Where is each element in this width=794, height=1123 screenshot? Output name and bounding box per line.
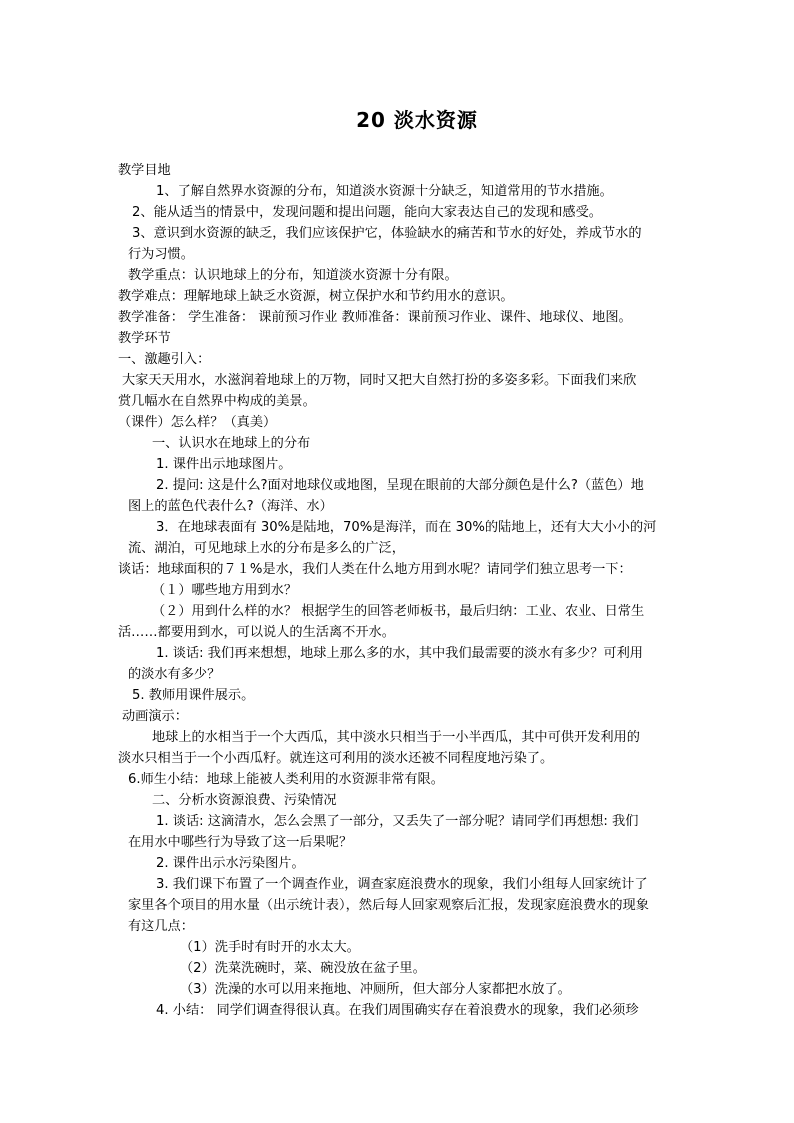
section-heading: 二、分析水资源浪费、污染情况 bbox=[152, 793, 337, 808]
difficulty-line: 教学难点：理解地球上缺乏水资源，树立保护水和节约用水的意识。 bbox=[118, 289, 514, 304]
list-item: （2）洗菜洗碗时，菜、碗没放在盆子里。 bbox=[180, 961, 426, 976]
objective-line: 3、意识到水资源的缺乏，我们应该保护它，体验缺水的痛苦和节水的好处，养成节水的 bbox=[132, 226, 642, 241]
paragraph-line: 赏几幅水在自然界中构成的美景。 bbox=[118, 394, 316, 409]
paragraph-line: 3．在地球表面有 30%是陆地，70%是海洋，而在 30%的陆地上，还有大大小小的河 bbox=[156, 520, 657, 535]
key-point-line: 教学重点：认识地球上的分布，知道淡水资源十分有限。 bbox=[128, 268, 458, 283]
paragraph-line: 图上的蓝色代表什么?（海洋、水） bbox=[128, 499, 333, 514]
preparation-line: 教学准备： 学生准备： 课前预习作业 教师准备：课前预习作业、课件、地球仪、地图。 bbox=[118, 310, 632, 325]
paragraph-line: 活……都要用到水，可以说人的生活离不开水。 bbox=[118, 625, 395, 640]
paragraph-line: 1. 谈话: 我们再来想想，地球上那么多的水，其中我们最需要的淡水有多少？可利用 bbox=[156, 646, 643, 661]
paragraph-line: 5. 教师用课件展示。 bbox=[132, 688, 255, 703]
paragraph-line: 流、湖泊，可见地球上水的分布是多么的广泛， bbox=[128, 541, 405, 556]
paragraph-line: 大家天天用水，水滋润着地球上的万物，同时又把大自然打扮的多姿多彩。下面我们来欣 bbox=[122, 373, 637, 388]
paragraph-line: 有这几点： bbox=[128, 919, 194, 934]
paragraph-line: 4. 小结： 同学们调查得很认真。在我们周围确实存在着浪费水的现象，我们必须珍 bbox=[156, 1003, 639, 1018]
paragraph-line: （２）用到什么样的水？ 根据学生的回答老师板书，最后归纳：工业、农业、日常生 bbox=[152, 604, 645, 619]
paragraph-line: 1. 课件出示地球图片。 bbox=[156, 457, 292, 472]
section-heading: 一、认识水在地球上的分布 bbox=[152, 436, 311, 451]
paragraph-line: 1. 谈话: 这滴清水，怎么会黑了一部分，又丢失了一部分呢？请同学们再想想: 我们 bbox=[156, 814, 639, 829]
objective-line: 1、了解自然界水资源的分布，知道淡水资源十分缺乏，知道常用的节水措施。 bbox=[156, 184, 613, 199]
paragraph-line: 2. 提问: 这是什么?面对地球仪或地图，呈现在眼前的大部分颜色是什么?（蓝色）地 bbox=[156, 478, 644, 493]
paragraph-line: 家里各个项目的用水量（出示统计表），然后每人回家观察后汇报，发现家庭浪费水的现象 bbox=[128, 898, 649, 913]
section-heading: 教学目地 bbox=[118, 163, 171, 178]
objective-line: 2、能从适当的情景中，发现问题和提出问题，能向大家表达自己的发现和感受。 bbox=[132, 205, 602, 220]
section-heading: 教学环节 bbox=[118, 331, 171, 346]
paragraph-line: 3. 我们课下布置了一个调查作业，调查家庭浪费水的现象，我们小组每人回家统计了 bbox=[156, 877, 648, 892]
paragraph-line: 地球上的水相当于一个大西瓜，其中淡水只相当于一小半西瓜，其中可供开发利用的 bbox=[152, 730, 640, 745]
paragraph-line: 淡水只相当于一个小西瓜籽。就连这可利用的淡水还被不同程度地污染了。 bbox=[118, 751, 554, 766]
list-item: （1）洗手时有时开的水太大。 bbox=[180, 940, 360, 955]
paragraph-line: 谈话：地球面积的７１%是水，我们人类在什么地方用到水呢？请同学们独立思考一下： bbox=[118, 562, 632, 577]
paragraph-line: 动画演示： bbox=[122, 709, 188, 724]
paragraph-line: 2. 课件出示水污染图片。 bbox=[156, 856, 305, 871]
paragraph-line: （１）哪些地方用到水？ bbox=[152, 583, 298, 598]
document-body bbox=[118, 160, 678, 1021]
document-title: 20 淡水资源 bbox=[356, 108, 478, 132]
objective-line: 行为习惯。 bbox=[128, 247, 194, 262]
section-heading: 一、激趣引入： bbox=[118, 352, 211, 367]
paragraph-line: （课件）怎么样？（真美） bbox=[118, 415, 277, 430]
list-item: （3）洗澡的水可以用来拖地、冲厕所，但大部分人家都把水放了。 bbox=[180, 982, 571, 997]
paragraph-line: 在用水中哪些行为导致了这一后果呢？ bbox=[128, 835, 353, 850]
paragraph-line: 的淡水有多少？ bbox=[128, 667, 221, 682]
paragraph-line: 6.师生小结：地球上能被人类利用的水资源非常有限。 bbox=[128, 772, 444, 787]
